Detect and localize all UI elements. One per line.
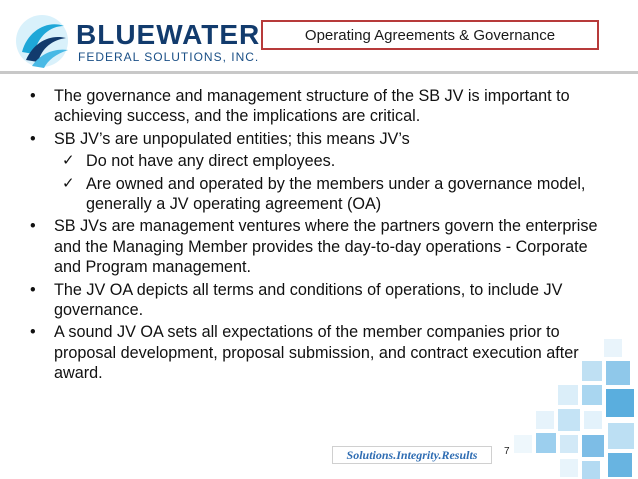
bullet-item	[26, 280, 616, 321]
page-number: 7	[504, 446, 510, 457]
decor-square	[604, 339, 622, 357]
decor-square	[514, 435, 532, 453]
decor-square	[560, 459, 578, 477]
bullet-text: The JV OA depicts all terms and conditions of operations, to include JV governance.	[54, 280, 563, 320]
bullet-text: SB JVs are management ventures where the partners govern the enterprise and the Managing Member provides the day-to-day operations - Corporate and Program management.	[54, 217, 598, 277]
slide-title: Operating Agreements & Governance	[261, 20, 599, 50]
bullet-marker: •	[30, 87, 36, 105]
decor-square	[582, 385, 602, 405]
header-divider	[0, 71, 638, 74]
bullet-text: Are owned and operated by the members under a governance model, generally a JV operating agreement (OA)	[86, 174, 586, 214]
decor-square	[536, 411, 554, 429]
decor-square	[606, 389, 634, 417]
sub-bullet-item	[26, 174, 616, 215]
decor-square	[606, 361, 630, 385]
logo-subtitle: FEDERAL SOLUTIONS, INC.	[78, 50, 260, 64]
decor-square	[560, 435, 578, 453]
bluewater-wave-logo-icon	[14, 12, 70, 70]
checkmark-icon: ✓	[62, 152, 75, 170]
decor-square	[608, 453, 632, 477]
decor-square	[582, 435, 604, 457]
decor-square	[584, 411, 602, 429]
bullet-item	[26, 86, 616, 127]
decor-square	[558, 409, 580, 431]
sub-bullet-item	[26, 151, 616, 171]
decor-square	[608, 423, 634, 449]
bullet-text: The governance and management structure of the SB JV is important to achieving success, and the implications are critical.	[54, 87, 570, 126]
company-logo	[14, 12, 264, 72]
bullet-item	[26, 216, 616, 277]
bullet-text: Do not have any direct employees.	[86, 152, 336, 171]
logo-wordmark: BLUEWATER	[76, 19, 261, 50]
decor-square	[582, 461, 600, 479]
bullet-text: A sound JV OA sets all expectations of the member companies prior to proposal development, proposal submission, and contract execution after award.	[54, 323, 579, 383]
decor-square	[558, 385, 578, 405]
footer-tagline: Solutions.Integrity.Results	[332, 446, 492, 464]
decor-square	[582, 361, 602, 381]
bullet-marker: •	[30, 280, 36, 299]
checkmark-icon: ✓	[62, 174, 75, 192]
bullet-text: SB JV’s are unpopulated entities; this means JV’s	[54, 129, 410, 148]
bullet-marker: •	[30, 217, 36, 236]
bullet-marker: •	[30, 323, 36, 342]
bullet-marker: •	[30, 129, 36, 148]
decor-square	[536, 433, 556, 453]
bullet-item	[26, 129, 616, 149]
